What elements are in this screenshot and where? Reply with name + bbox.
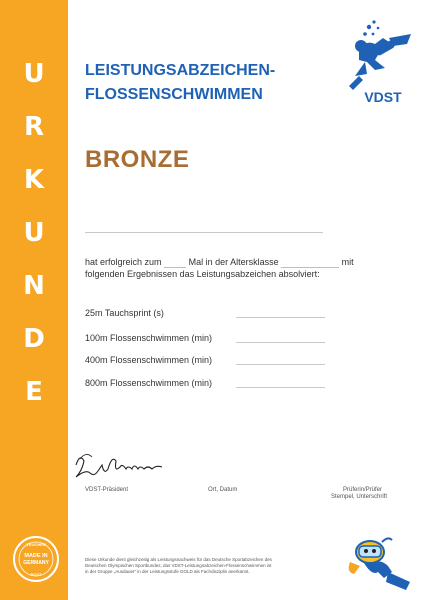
level-title: BRONZE <box>85 146 190 173</box>
result-line <box>236 387 325 388</box>
age-class-blank <box>281 258 339 268</box>
place-date-label: Ort, Datum <box>208 487 238 493</box>
result-row <box>85 378 325 392</box>
recipient-name-line <box>85 232 323 233</box>
result-label: 25m Tauchsprint (s) <box>85 308 164 318</box>
sidebar-letter: N <box>23 271 45 301</box>
sidebar-letter: U <box>23 59 45 89</box>
result-line <box>236 342 325 343</box>
svg-text:POST: POST <box>30 572 42 577</box>
title-line-2: FLOSSENSCHWIMMEN <box>85 86 263 103</box>
made-in-germany-badge <box>12 535 60 583</box>
president-label: VDST-Präsident <box>85 487 129 493</box>
result-line <box>236 364 325 365</box>
result-label: 100m Flossenschwimmen (min) <box>85 333 213 343</box>
footnote: Diese Urkunde dient gleichzeitig als Leistungsnachweis für das Deutsche Sportabzeichen des Deutschen Olympischen Sportbundes; das VDST-Leistungsabzeichen-Flossenschwimmen ist in der Gruppe „Ausdauer“ in der Leistungsstufe GOLD als Fachdisziplin anerkannt. <box>85 557 272 574</box>
stamp-signature-label: Stempel, Unterschrift <box>331 494 388 500</box>
result-line <box>236 317 325 318</box>
vdst-logo-text: VDST <box>364 89 402 105</box>
svg-text:TEUCHER: TEUCHER <box>26 542 46 547</box>
examiner-label: Prüferin/Prüfer <box>343 487 383 493</box>
achievement-statement: hat erfolgreich zum Mal in der Altersklasse mit folgenden Ergebnissen das Leistungsabzeichen absolviert: <box>85 257 354 279</box>
diver-mascot-icon <box>342 532 414 592</box>
sidebar-letter: R <box>23 112 45 142</box>
count-blank <box>164 258 186 268</box>
orange-sidebar <box>0 0 68 600</box>
result-row <box>85 355 325 369</box>
sidebar-letter: K <box>23 165 45 195</box>
result-row <box>85 333 325 347</box>
sidebar-letter: E <box>25 377 43 407</box>
president-signature <box>68 447 178 487</box>
sidebar-letter: D <box>23 324 45 354</box>
title-line-1: LEISTUNGSABZEICHEN- <box>85 62 276 79</box>
result-label: 400m Flossenschwimmen (min) <box>85 355 213 365</box>
svg-text:MADE IN: MADE IN <box>24 553 48 559</box>
certificate-title <box>85 59 335 107</box>
sidebar-letter: U <box>23 218 45 248</box>
result-row <box>85 308 325 322</box>
result-label: 800m Flossenschwimmen (min) <box>85 378 213 388</box>
urkunde-vertical-text <box>0 48 68 419</box>
svg-text:GERMANY: GERMANY <box>23 560 49 566</box>
